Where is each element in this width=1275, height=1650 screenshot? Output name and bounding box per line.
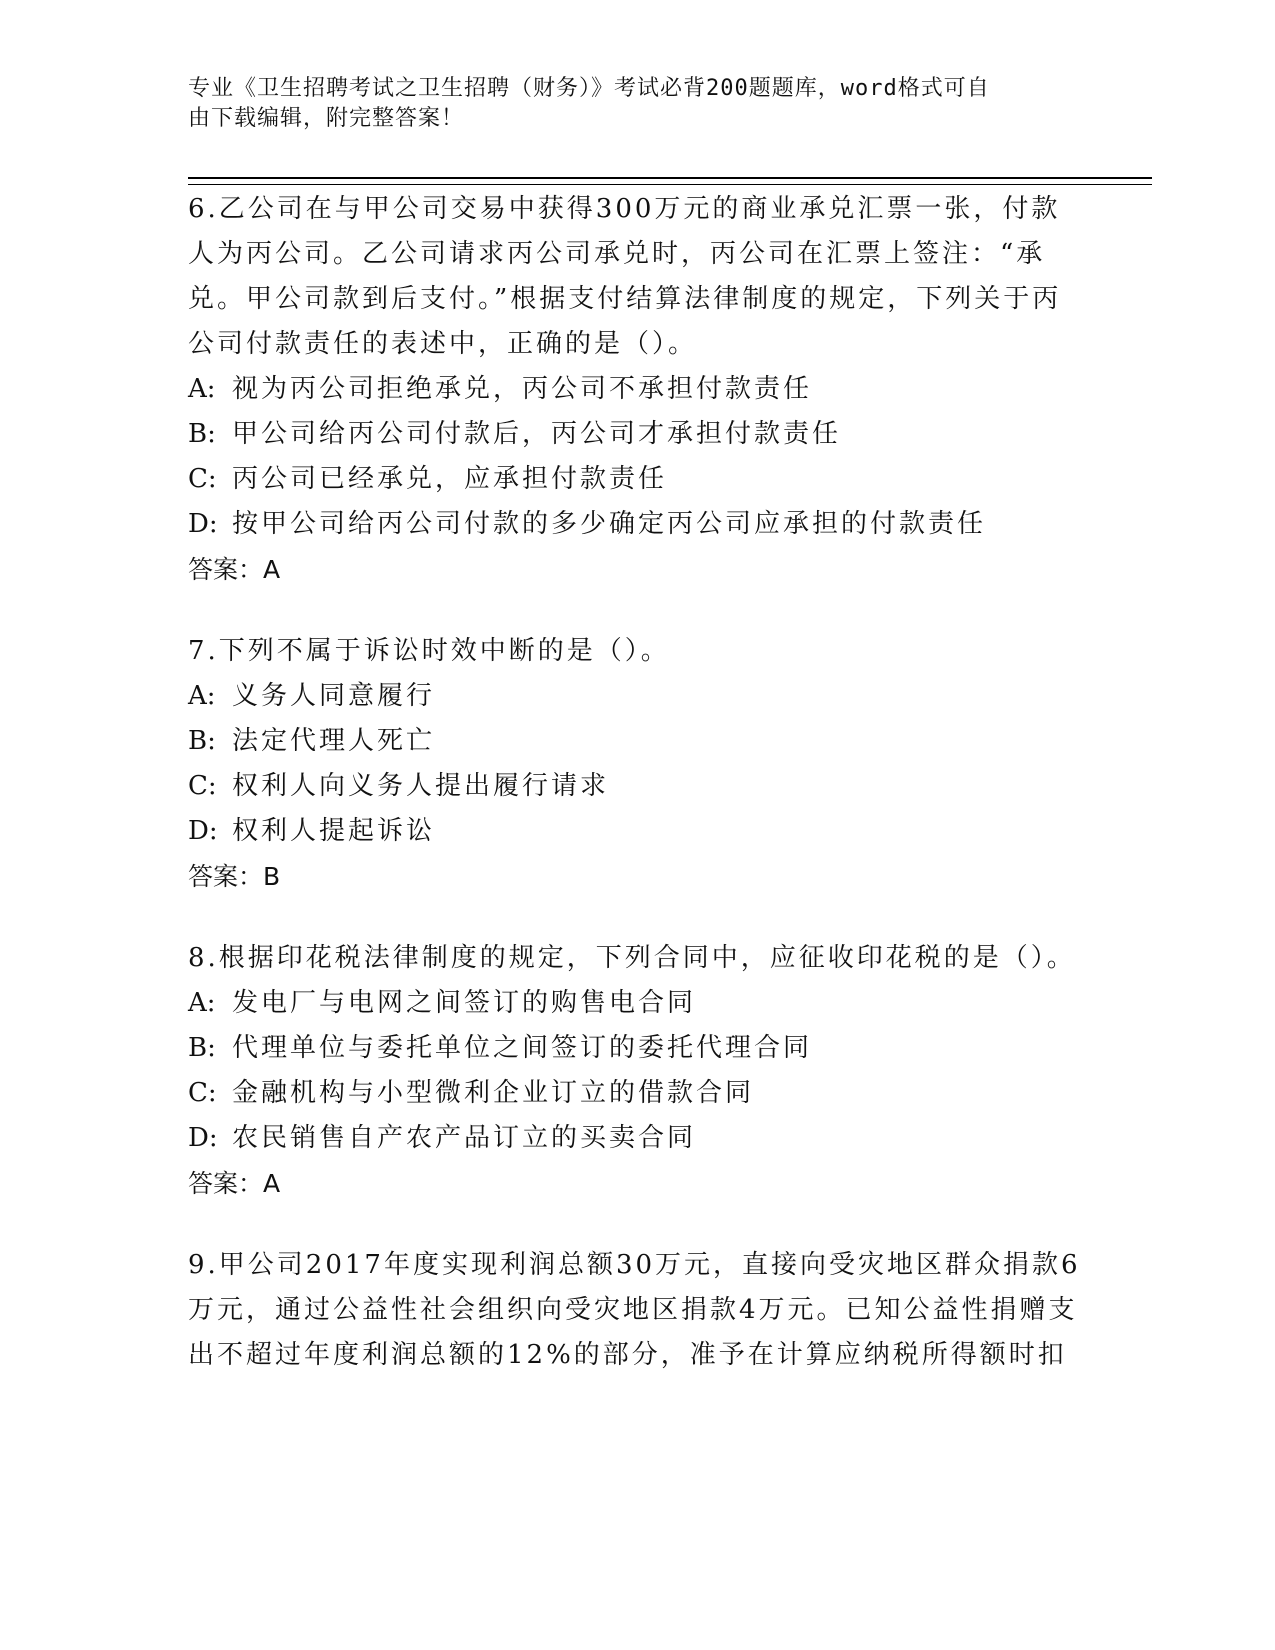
option-b [188, 1026, 1088, 1071]
option-letter: C: [188, 464, 217, 494]
option-a [188, 674, 1088, 719]
option-c [188, 457, 1088, 502]
option-letter: D: [188, 509, 218, 539]
option-text: 权利人提起诉讼 [232, 816, 436, 846]
option-text: 权利人向义务人提出履行请求 [232, 771, 610, 801]
option-letter: B: [188, 1033, 216, 1063]
option-text: 按甲公司给丙公司付款的多少确定丙公司应承担的付款责任 [232, 509, 987, 539]
option-letter: C: [188, 771, 217, 801]
option-c [188, 764, 1088, 809]
header-line-2: 由下载编辑，附完整答案！ [188, 106, 465, 131]
option-c [188, 1071, 1088, 1116]
option-text: 发电厂与电网之间签订的购售电合同 [232, 988, 697, 1018]
header-line-1: 专业《卫生招聘考试之卫生招聘（财务）》考试必背200题题库，word格式可自 [188, 76, 990, 101]
option-d [188, 502, 1088, 547]
document-header-note [188, 74, 1048, 134]
header-divider-thin [188, 184, 1152, 185]
header-divider-thick [188, 177, 1152, 179]
question-stem: 9.甲公司2017年度实现利润总额30万元，直接向受灾地区群众捐款6万元，通过公益性社会组织向受灾地区捐款4万元。已知公益性捐赠支出不超过年度利润总额的12%的部分，准予在计算应纳税所得额时扣 [188, 1250, 1081, 1370]
question-stem: 6.乙公司在与甲公司交易中获得300万元的商业承兑汇票一张，付款人为丙公司。乙公司请求丙公司承兑时，丙公司在汇票上签注：“承兑。甲公司款到后支付。”根据支付结算法律制度的规定，下列关于丙公司付款责任的表述中，正确的是（）。 [188, 194, 1062, 359]
answer-line: 答案：A [188, 1169, 281, 1198]
question-6 [188, 187, 1088, 592]
option-d [188, 1116, 1088, 1161]
option-letter: B: [188, 726, 216, 756]
option-letter: D: [188, 816, 218, 846]
option-letter: D: [188, 1123, 218, 1153]
option-text: 法定代理人死亡 [232, 726, 436, 756]
option-text: 视为丙公司拒绝承兑，丙公司不承担付款责任 [232, 374, 813, 404]
option-b [188, 719, 1088, 764]
option-letter: A: [188, 374, 216, 404]
option-letter: A: [188, 681, 216, 711]
option-a [188, 367, 1088, 412]
answer-line: 答案：B [188, 862, 281, 891]
question-stem: 7.下列不属于诉讼时效中断的是（）。 [188, 636, 670, 666]
option-text: 甲公司给丙公司付款后，丙公司才承担付款责任 [232, 419, 842, 449]
question-stem: 8.根据印花税法律制度的规定，下列合同中，应征收印花税的是（）。 [188, 943, 1076, 973]
option-d [188, 809, 1088, 854]
option-text: 金融机构与小型微利企业订立的借款合同 [232, 1078, 755, 1108]
question-9 [188, 1243, 1088, 1378]
option-b [188, 412, 1088, 457]
option-text: 丙公司已经承兑，应承担付款责任 [232, 464, 668, 494]
option-letter: B: [188, 419, 216, 449]
option-letter: A: [188, 988, 216, 1018]
question-list [188, 187, 1088, 1415]
option-letter: C: [188, 1078, 217, 1108]
question-7 [188, 629, 1088, 899]
answer-line: 答案：A [188, 555, 281, 584]
option-a [188, 981, 1088, 1026]
option-text: 代理单位与委托单位之间签订的委托代理合同 [232, 1033, 813, 1063]
question-8 [188, 936, 1088, 1206]
option-text: 农民销售自产农产品订立的买卖合同 [232, 1123, 697, 1153]
option-text: 义务人同意履行 [232, 681, 436, 711]
